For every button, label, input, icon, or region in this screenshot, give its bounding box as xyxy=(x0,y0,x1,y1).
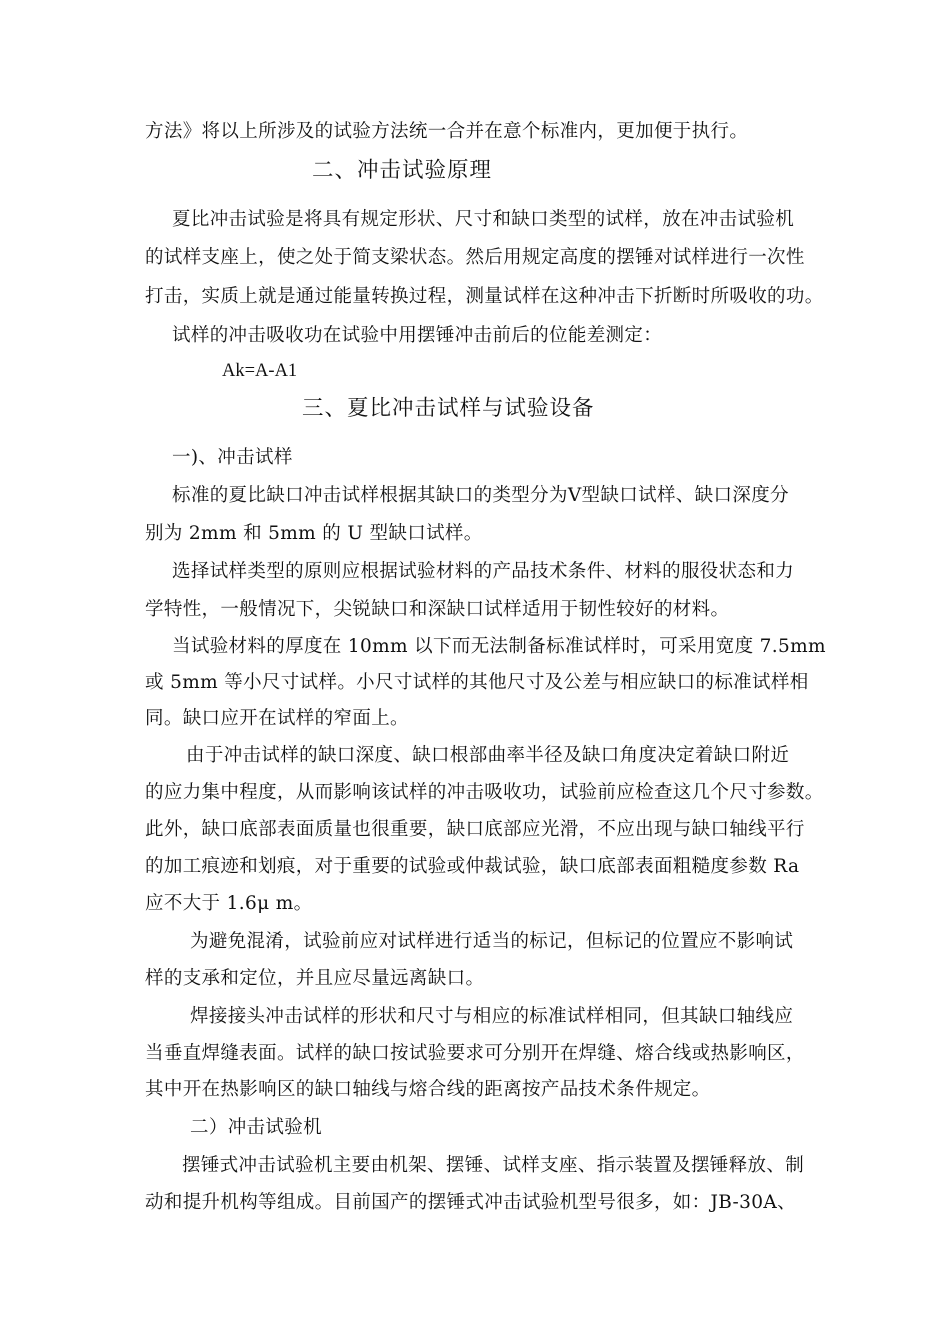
paragraph-line: 应不大于 1.6μ m。 xyxy=(145,893,313,914)
paragraph-line: 标准的夏比缺口冲击试样根据其缺口的类型分为V型缺口试样、缺口深度分 xyxy=(172,485,789,506)
paragraph-line: 样的支承和定位，并且应尽量远离缺口。 xyxy=(145,968,485,989)
paragraph-line: 同。缺口应开在试样的窄面上。 xyxy=(145,708,409,729)
paragraph-line: 的应力集中程度，从而影响该试样的冲击吸收功，试验前应检查这几个尺寸参数。 xyxy=(145,782,824,803)
paragraph-line: 打击，实质上就是通过能量转换过程，测量试样在这种冲击下折断时所吸收的功。 xyxy=(145,286,824,307)
paragraph-line: 夏比冲击试验是将具有规定形状、尺寸和缺口类型的试样，放在冲击试验机 xyxy=(172,209,795,230)
paragraph-line: 的试样支座上，使之处于简支梁状态。然后用规定高度的摆锤对试样进行一次性 xyxy=(145,247,805,268)
paragraph-line: 动和提升机构等组成。目前国产的摆锤式冲击试验机型号很多，如：JB-30A、 xyxy=(145,1192,796,1213)
paragraph-line: 的加工痕迹和划痕，对于重要的试验或仲裁试验，缺口底部表面粗糙度参数 Ra xyxy=(145,856,800,877)
paragraph-line: 试样的冲击吸收功在试验中用摆锤冲击前后的位能差测定： xyxy=(172,325,663,346)
section-heading-principle: 二、冲击试验原理 xyxy=(312,158,493,183)
paragraph-line: 方法》将以上所涉及的试验方法统一合并在意个标准内，更加便于执行。 xyxy=(145,121,749,142)
paragraph-line: 选择试样类型的原则应根据试验材料的产品技术条件、材料的服役状态和力 xyxy=(172,561,795,582)
paragraph-line: 焊接接头冲击试样的形状和尺寸与相应的标准试样相同，但其缺口轴线应 xyxy=(190,1006,794,1027)
paragraph-line: 为避免混淆，试验前应对试样进行适当的标记，但标记的位置应不影响试 xyxy=(190,931,794,952)
subheading-specimen: 一)、冲击试样 xyxy=(172,447,293,468)
paragraph-line: 或 5mm 等小尺寸试样。小尺寸试样的其他尺寸及公差与相应缺口的标准试样相 xyxy=(145,672,809,693)
paragraph-line: 当垂直焊缝表面。试样的缺口按试验要求可分别开在焊缝、熔合线或热影响区， xyxy=(145,1043,805,1064)
paragraph-line: 学特性，一般情况下，尖锐缺口和深缺口试样适用于韧性较好的材料。 xyxy=(145,599,730,620)
paragraph-line: 此外，缺口底部表面质量也很重要，缺口底部应光滑，不应出现与缺口轴线平行 xyxy=(145,819,805,840)
paragraph-line: 其中开在热影响区的缺口轴线与熔合线的距离按产品技术条件规定。 xyxy=(145,1079,711,1100)
paragraph-line: 摆锤式冲击试验机主要由机架、摆锤、试样支座、指示装置及摆锤释放、制 xyxy=(182,1155,805,1176)
paragraph-line: 别为 2mm 和 5mm 的 U 型缺口试样。 xyxy=(145,523,483,544)
paragraph-line: 当试验材料的厚度在 10mm 以下而无法制备标准试样时，可采用宽度 7.5mm xyxy=(172,636,826,657)
formula: Ak=A-A1 xyxy=(222,361,298,381)
paragraph-line: 由于冲击试样的缺口深度、缺口根部曲率半径及缺口角度决定着缺口附近 xyxy=(186,745,790,766)
section-heading-specimen-equipment: 三、夏比冲击试样与试验设备 xyxy=(302,396,595,421)
subheading-impact-machine: 二）冲击试验机 xyxy=(190,1117,322,1138)
